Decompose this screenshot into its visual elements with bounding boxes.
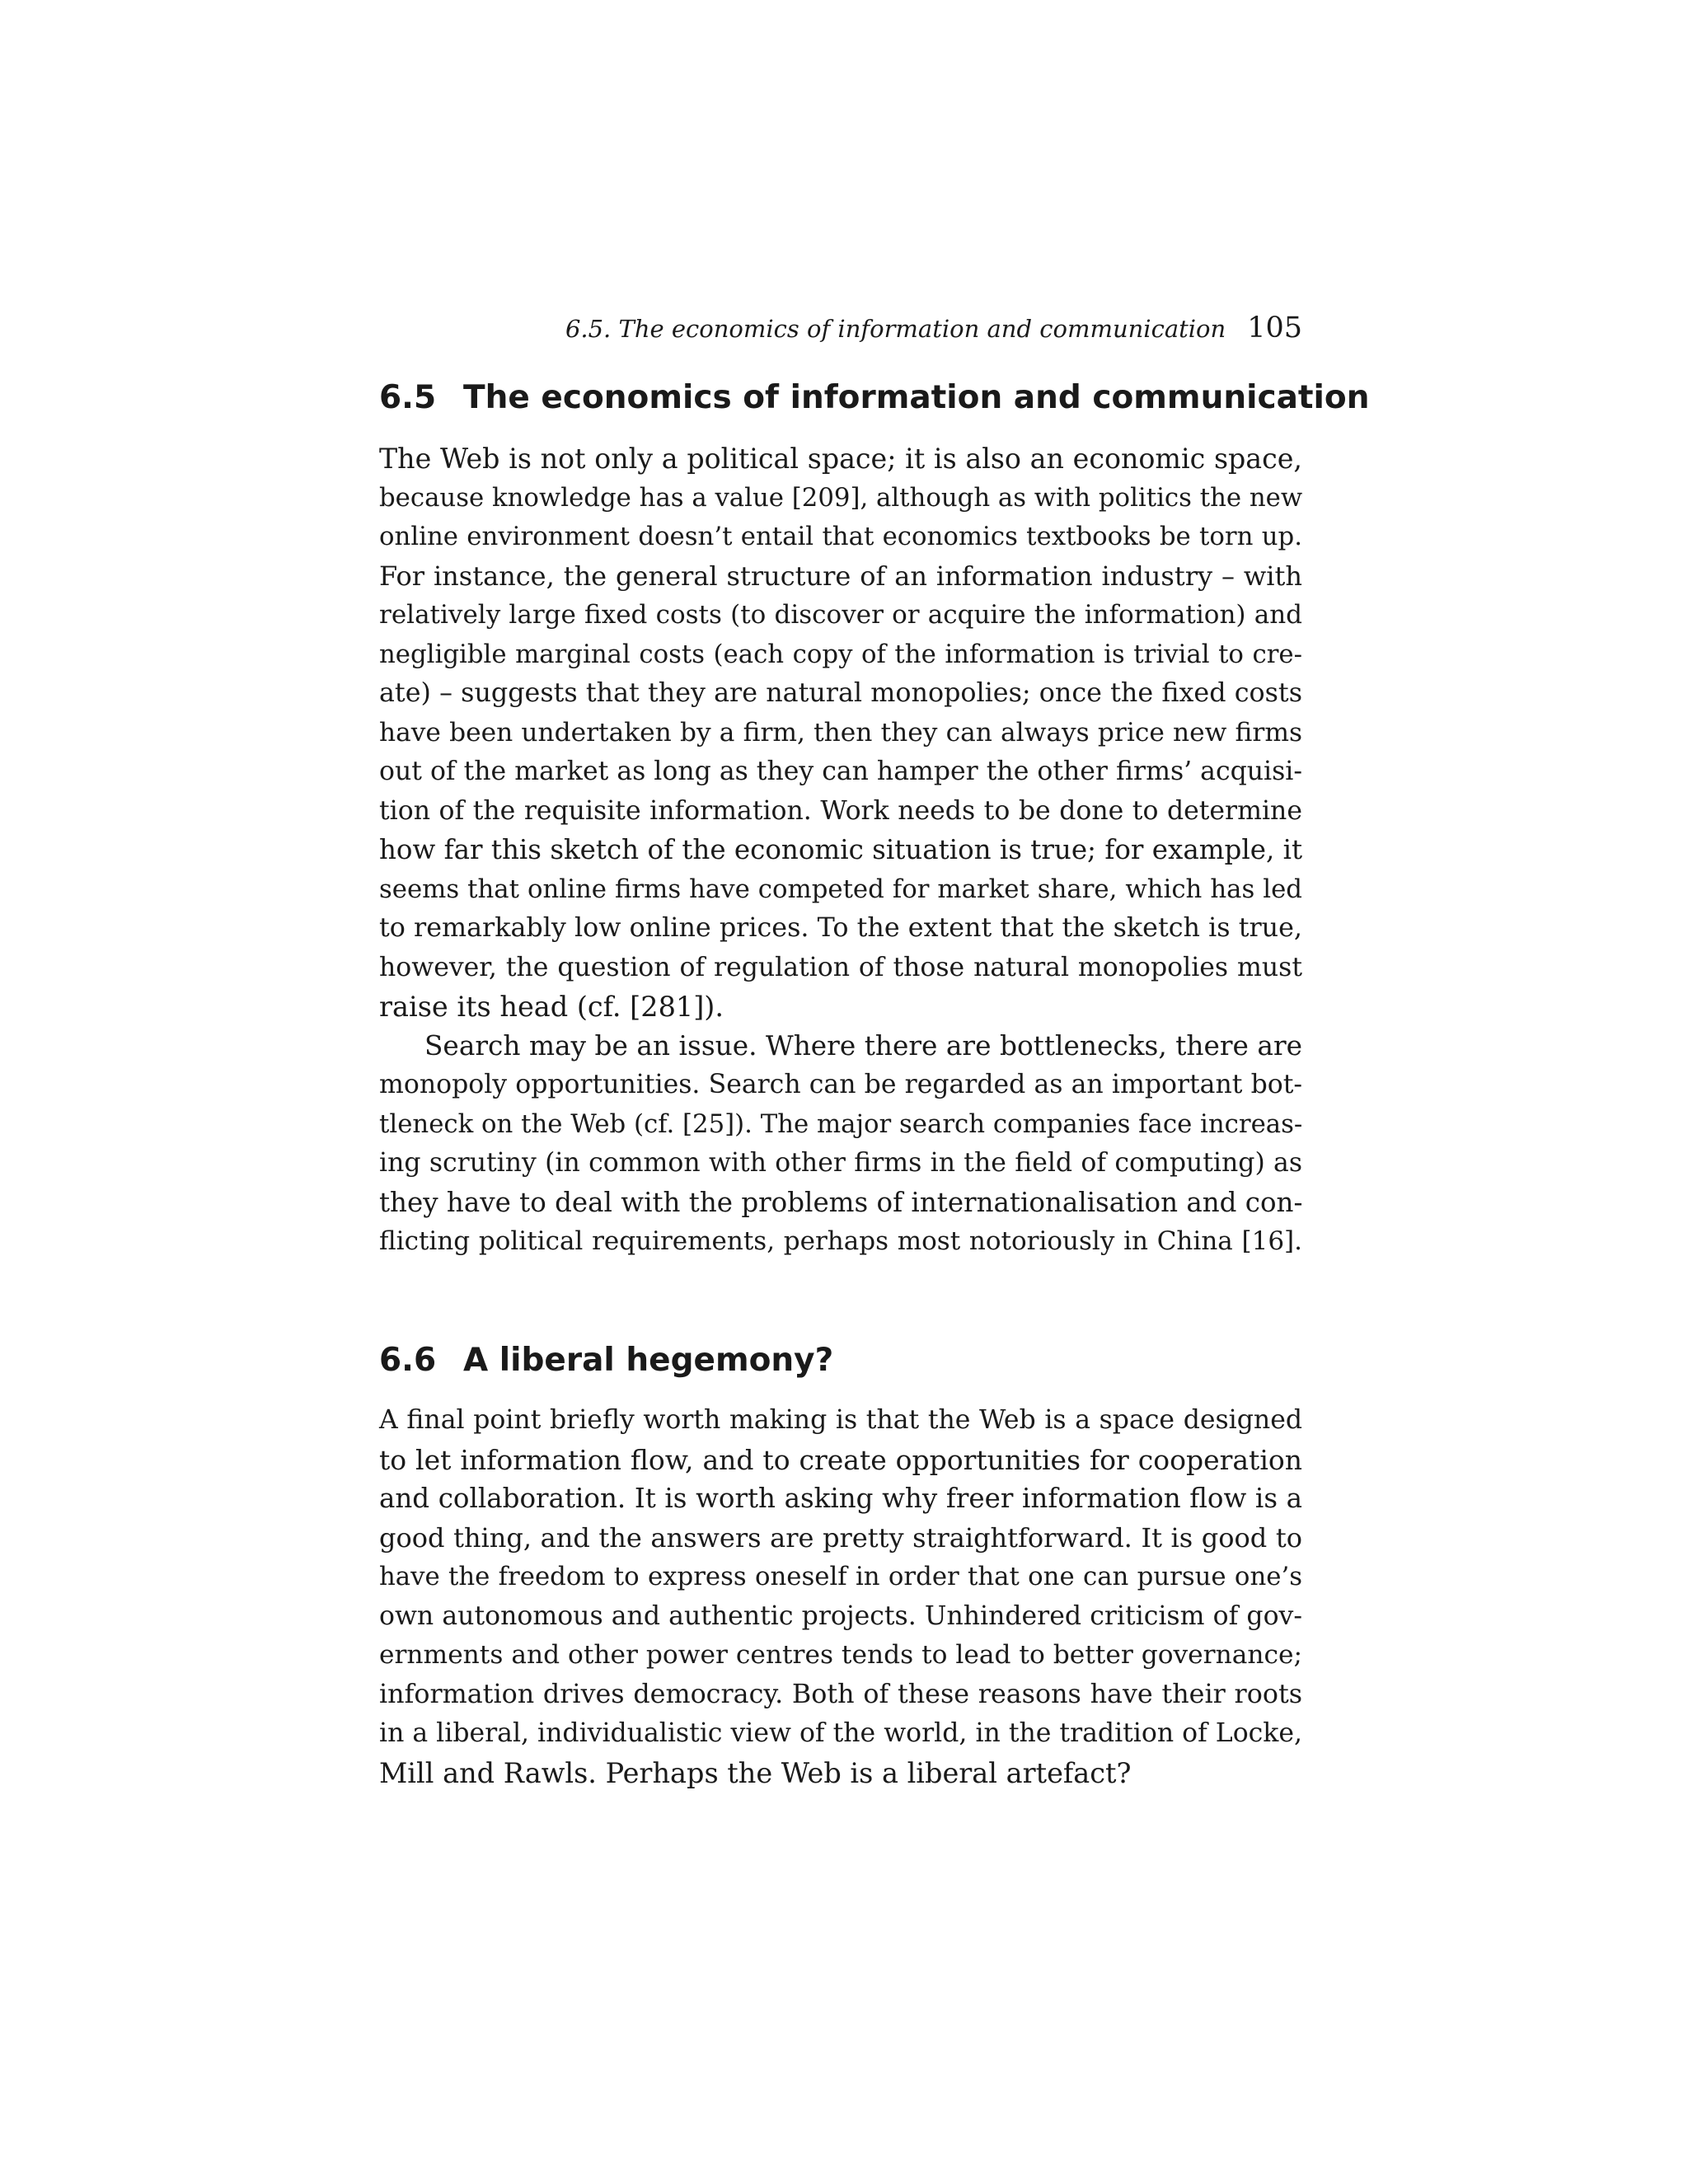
text-line: flicting political requirements, perhaps most notoriously in China [16]. [379, 1226, 1302, 1256]
text-line: to remarkably low online prices. To the extent that the sketch is true, [379, 913, 1302, 943]
text-line: For instance, the general structure of an information industry – with [379, 560, 1302, 592]
text-line: online environment doesn’t entail that economics textbooks be torn up. [379, 522, 1302, 551]
text-line: however, the question of regulation of those natural monopolies must [379, 952, 1302, 982]
text-line: tion of the requisite information. Work needs to be done to determine [379, 795, 1302, 826]
text-line: ate) – suggests that they are natural monopolies; once the fixed costs [379, 678, 1302, 708]
text-line: they have to deal with the problems of internationalisation and con- [379, 1186, 1303, 1218]
text-line: tleneck on the Web (cf. [25]). The major search companies face increas- [379, 1108, 1303, 1139]
running-head-title: 6.5. The economics of information and communication [565, 315, 1226, 343]
section-number: 6.5 [379, 379, 437, 416]
text-line: The Web is not only a political space; it is also an economic space, [379, 443, 1302, 475]
text-line: have been undertaken by a firm, then they can always price new firms [379, 717, 1302, 748]
text-line: raise its head (cf. [281]). [379, 991, 724, 1023]
text-line: have the freedom to express oneself in order that one can pursue one’s [379, 1562, 1302, 1591]
section-number: 6.6 [379, 1342, 437, 1379]
section-title: A liberal hegemony? [463, 1342, 834, 1379]
text-line: and collaboration. It is worth asking why freer information flow is a [379, 1483, 1302, 1514]
section-6-6-body [379, 1401, 1302, 1793]
section-heading-6-5 [379, 379, 1370, 416]
text-line: ing scrutiny (in common with other firms in the field of computing) as [379, 1148, 1302, 1178]
text-line: information drives democracy. Both of these reasons have their roots [379, 1679, 1302, 1709]
text-line: monopoly opportunities. Search can be regarded as an important bot- [379, 1070, 1302, 1099]
text-line: good thing, and the answers are pretty straightforward. It is good to [379, 1521, 1302, 1554]
text-line: Mill and Rawls. Perhaps the Web is a liberal artefact? [379, 1756, 1132, 1789]
text-line: own autonomous and authentic projects. Unhindered criticism of gov- [379, 1601, 1302, 1631]
text-line: out of the market as long as they can hamper the other firms’ acquisi- [379, 757, 1302, 786]
section-6-5-body [379, 439, 1302, 1262]
text-line: because knowledge has a value [209], although as with politics the new [379, 482, 1303, 513]
page-number: 105 [1247, 312, 1302, 344]
text-line: in a liberal, individualistic view of the world, in the tradition of Locke, [379, 1718, 1303, 1748]
text-line: how far this sketch of the economic situation is true; for example, it [379, 834, 1303, 865]
section-title: The economics of information and communication [463, 379, 1370, 416]
text-line: seems that online firms have competed for market share, which has led [379, 874, 1302, 904]
text-line: Search may be an issue. Where there are bottlenecks, there are [424, 1029, 1302, 1062]
text-line: to let information flow, and to create opportunities for cooperation [379, 1443, 1302, 1476]
text-line: ernments and other power centres tends to lead to better governance; [379, 1640, 1303, 1670]
section-heading-6-6 [379, 1342, 1302, 1379]
running-head [379, 312, 1302, 344]
text-line: A final point briefly worth making is that the Web is a space designed [379, 1405, 1302, 1435]
text-line: negligible marginal costs (each copy of the information is trivial to cre- [379, 639, 1302, 669]
text-line: relatively large fixed costs (to discover or acquire the information) and [379, 600, 1302, 630]
